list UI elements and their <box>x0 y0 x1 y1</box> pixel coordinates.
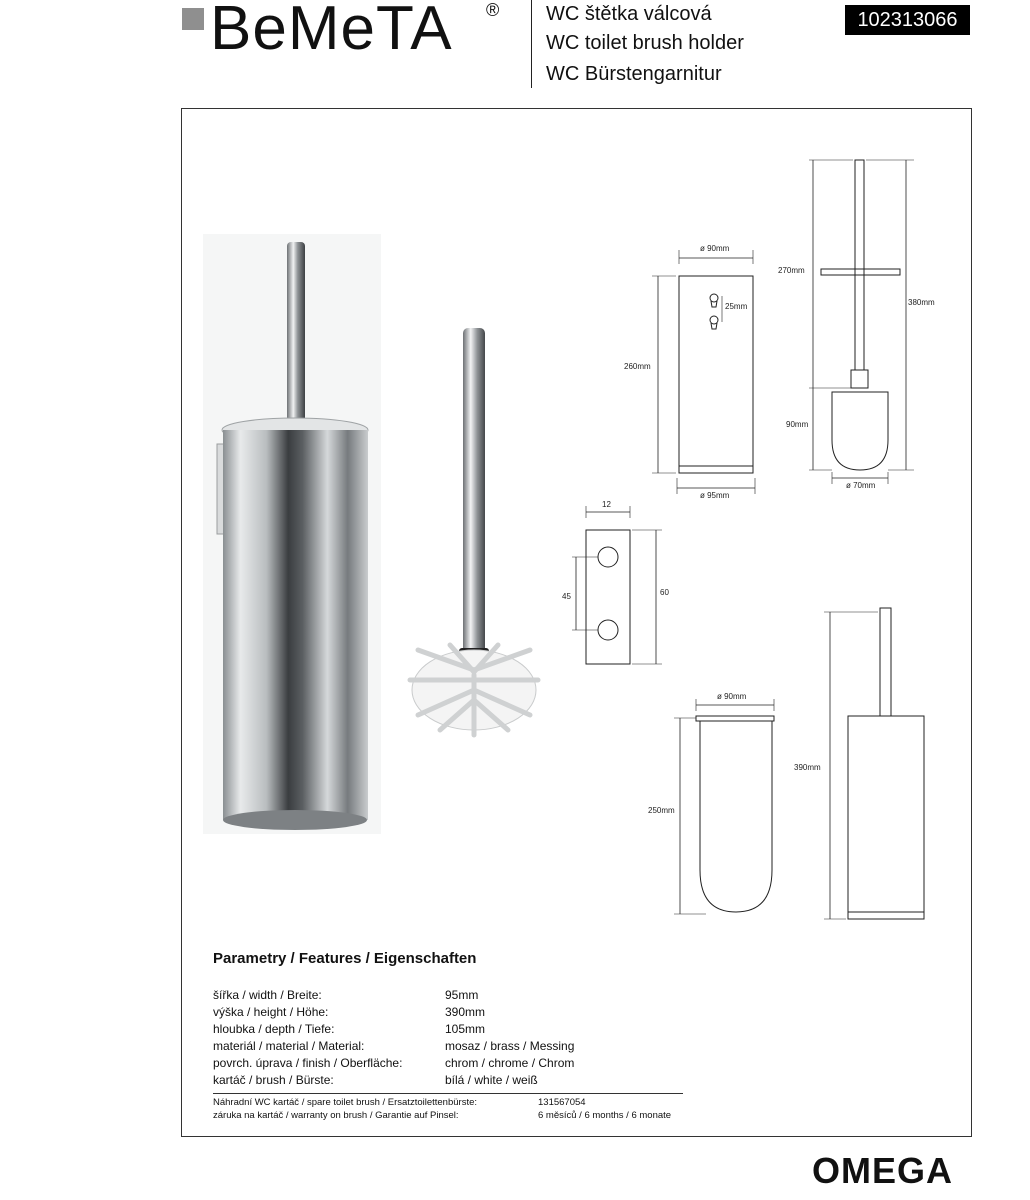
spec-value-finish: chrom / chrome / Chrom <box>445 1056 575 1070</box>
side-view-drawing <box>809 160 914 484</box>
dim-front-height: 260mm <box>624 362 651 371</box>
spare-brush-label: Náhradní WC kartáč / spare toilet brush / Ersatztoilettenbürste: <box>213 1097 478 1108</box>
dim-container-diameter: ø 90mm <box>717 692 747 701</box>
bracket-drawing <box>572 506 662 664</box>
dim-hole-spacing: 25mm <box>725 302 748 311</box>
features-divider <box>213 1093 683 1094</box>
spec-value-depth: 105mm <box>445 1022 486 1036</box>
dim-bracket-depth: 12 <box>602 500 611 509</box>
spec-label-width: šířka / width / Breite: <box>213 988 322 1002</box>
container-drawing <box>674 699 774 914</box>
spec-label-height: výška / height / Höhe: <box>213 1005 329 1019</box>
product-title-cz: WC štětka válcová <box>546 3 712 25</box>
dim-assembled-height: 390mm <box>794 763 821 772</box>
dim-brush-head-diameter: ø 70mm <box>846 481 876 490</box>
dim-front-base-diameter: ø 95mm <box>700 491 730 500</box>
dim-front-diameter: ø 90mm <box>700 244 730 253</box>
series-name: OMEGA <box>812 1150 954 1191</box>
dim-bracket-hole-spacing: 45 <box>562 592 571 601</box>
dim-container-height: 250mm <box>648 806 675 815</box>
front-view-drawing <box>652 250 755 494</box>
spec-label-material: materiál / material / Material: <box>213 1039 365 1053</box>
dim-brush-length: 270mm <box>778 266 805 275</box>
warranty-label: záruka na kartáč / warranty on brush / Garantie auf Pinsel: <box>213 1110 459 1121</box>
features-title: Parametry / Features / Eigenschaften <box>213 950 477 967</box>
dim-bracket-height: 60 <box>660 588 669 597</box>
spec-value-height: 390mm <box>445 1005 486 1019</box>
product-title-en: WC toilet brush holder <box>546 32 744 54</box>
spec-label-depth: hloubka / depth / Tiefe: <box>213 1022 335 1036</box>
registered-mark: ® <box>486 0 500 20</box>
spec-value-material: mosaz / brass / Messing <box>445 1039 575 1053</box>
dim-brush-head-height: 90mm <box>786 420 809 429</box>
spec-label-finish: povrch. úprava / finish / Oberfläche: <box>213 1056 403 1070</box>
product-code: 102313066 <box>845 5 970 35</box>
assembled-view-drawing <box>824 608 924 919</box>
spec-label-brush: kartáč / brush / Bürste: <box>213 1073 334 1087</box>
product-title-de: WC Bürstengarnitur <box>546 63 722 85</box>
dim-brush-total-height: 380mm <box>908 298 935 307</box>
brand-logo: BeMeTA <box>210 0 453 63</box>
warranty-value: 6 měsíců / 6 months / 6 monate <box>538 1110 672 1121</box>
spare-brush-value: 131567054 <box>538 1097 586 1108</box>
spec-value-brush: bílá / white / weiß <box>445 1073 538 1087</box>
spec-value-width: 95mm <box>445 988 479 1002</box>
